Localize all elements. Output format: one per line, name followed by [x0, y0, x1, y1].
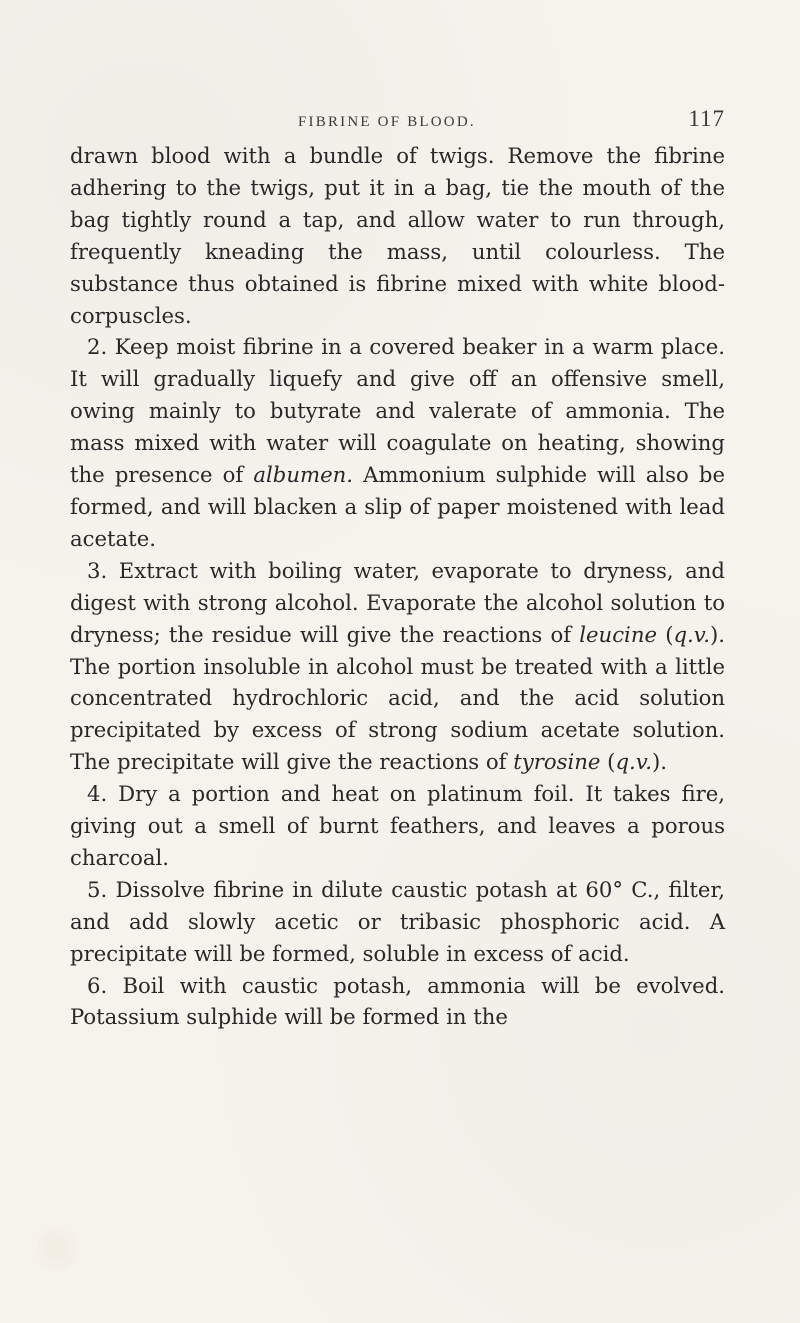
- paragraph-6: [70, 970, 725, 1034]
- term-leucine: leucine: [579, 621, 658, 647]
- paragraph-5: [70, 874, 725, 970]
- paragraph-3-middle-1: (: [657, 621, 674, 647]
- paragraph-2-prefix: 2. Keep moist fibrine in a covered beaker in a warm place. It will gradually liquefy and give off an offensive smell, owing mainly to butyrate and valerate of ammonia. The mass mixed with water will coagulate on heating, showing the presence of: [70, 334, 725, 488]
- paragraph-2: [70, 331, 725, 554]
- paragraph-4-text: 4. Dry a portion and heat on platinum foil. It takes fire, giving out a smell of burnt feathers, and leaves a porous charcoal.: [70, 781, 725, 870]
- paragraph-6-text: 6. Boil with caustic potash, ammonia will be evolved. Potassium sulphide will be formed in the: [70, 972, 725, 1030]
- paragraph-2-suffix: Ammonium sulphide will also be formed, and will blacken a slip of paper moistened with lead acetate.: [70, 462, 725, 551]
- paragraph-3-middle-3: (: [600, 749, 616, 775]
- paragraph-3: [70, 555, 725, 778]
- paragraph-1-text: drawn blood with a bundle of twigs. Remove the fibrine adhering to the twigs, put it in a bag, tie the mouth of the bag tightly round a tap, and allow water to run through, frequently kneading the mass, until colourless. The substance thus obtained is fibrine mixed with white blood-corpuscles.: [70, 143, 725, 328]
- reference-qv-1: q.v.: [673, 621, 710, 647]
- paragraph-4: [70, 778, 725, 874]
- page-number: 117: [688, 106, 725, 131]
- paper-stain: [36, 1228, 78, 1270]
- paragraph-3-middle-2: ). The portion insoluble in alcohol must be treated with a little concentrated hydrochloric acid, and the acid solution precipitated by excess of strong sodium acetate solution. The precipitate will give the reactions of: [70, 621, 725, 775]
- term-albumen: albumen.: [253, 462, 353, 488]
- paragraph-5-text: 5. Dissolve fibrine in dilute caustic potash at 60° C., filter, and add slowly acetic or tribasic phosphoric acid. A precipitate will be formed, soluble in excess of acid.: [70, 876, 725, 966]
- paragraph-3-prefix: 3. Extract with boiling water, evaporate to dryness, and digest with strong alcohol. Evaporate the alcohol solution to dryness; the residue will give the reactions of: [70, 557, 725, 647]
- paragraph-3-suffix: ).: [651, 749, 667, 775]
- term-tyrosine: tyrosine: [513, 749, 601, 775]
- paragraph-continuation: [70, 140, 725, 331]
- reference-qv-2: q.v.: [615, 749, 652, 775]
- running-title: FIBRINE OF BLOOD.: [298, 114, 476, 130]
- page-header: [70, 106, 725, 136]
- page-body: [70, 140, 725, 1033]
